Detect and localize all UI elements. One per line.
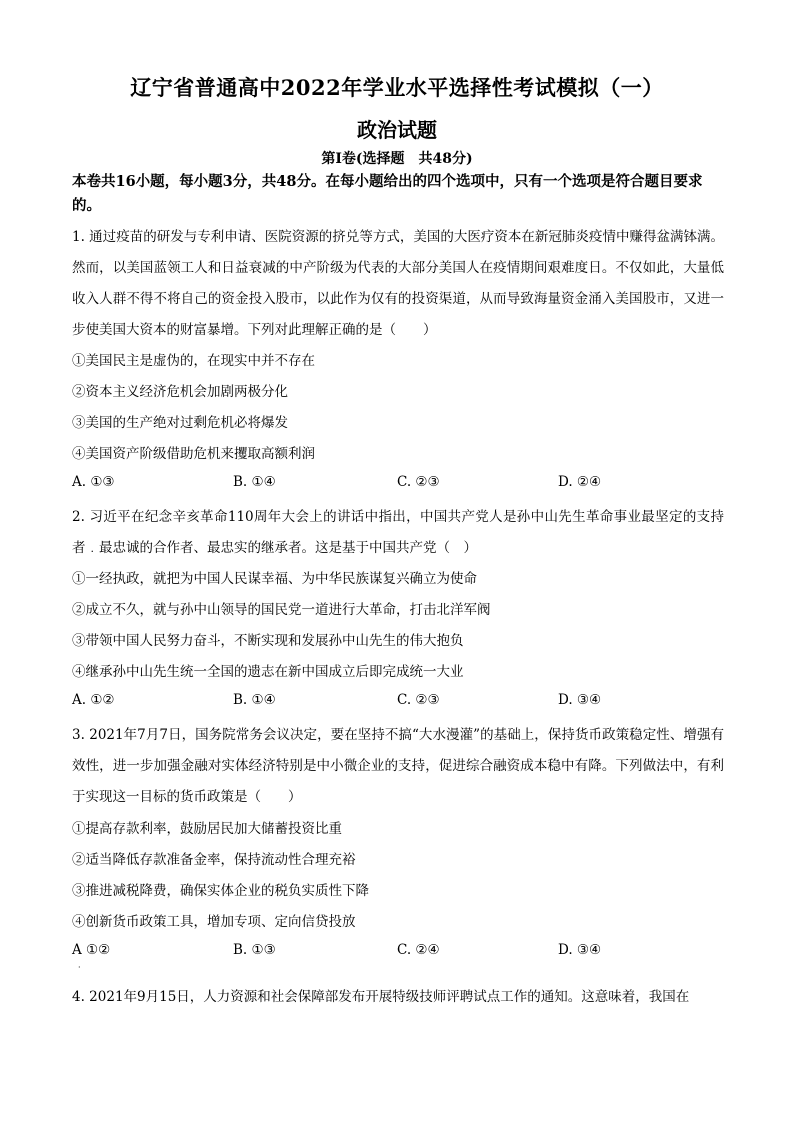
- question-2-statement: ③带领中国人民努力奋斗，不断实现和发展孙中山先生的伟大抱负: [72, 633, 464, 649]
- question-1-statement: ③美国的生产绝对过剩危机必将爆发: [72, 415, 288, 431]
- question-2-statement: ②成立不久，就与孙中山领导的国民党一道进行大革命，打击北洋军阀: [72, 602, 491, 618]
- question-3-statement: ③推进减税降费，确保实体企业的税负实质性下降: [72, 883, 369, 899]
- question-4-stem: 4. 2021年9月15日，人力资源和社会保障部发布开展特级技师评聘试点工作的通知。这意味着，我国在: [72, 989, 690, 1005]
- option-b[interactable]: B. ①④: [233, 692, 276, 708]
- question-3-statement: ②适当降低存款准备金率，保持流动性合理充裕: [72, 852, 356, 868]
- question-3-statement: ①提高存款利率，鼓励居民加大储蓄投资比重: [72, 821, 342, 837]
- question-3-statement: ④创新货币政策工具，增加专项、定向信贷投放: [72, 914, 356, 930]
- option-d[interactable]: D. ③④: [558, 942, 602, 958]
- instructions: 本卷共16小题，每小题3分，共48分。在每小题给出的四个选项中，只有一个选项是符合题目要求的。: [72, 173, 703, 214]
- question-3-options: [72, 942, 724, 962]
- question-1-statement: ②资本主义经济危机会加剧两极分化: [72, 384, 288, 400]
- exam-title: 辽宁省普通高中2022年学业水平选择性考试模拟（一）: [130, 75, 664, 100]
- question-2-stem: 2. 习近平在纪念辛亥革命110周年大会上的讲话中指出，中国共产党人是孙中山先生革命事业最坚定的支持者﹒最忠诚的合作者、最忠实的继承者。这是基于中国共产党（ ）: [72, 509, 724, 556]
- section-heading: 第Ⅰ卷(选择题 共48分): [321, 151, 473, 167]
- option-c[interactable]: C. ②③: [397, 692, 440, 708]
- question-2-statement: ①一经执政，就把为中国人民谋幸福、为中华民族谋复兴确立为使命: [72, 571, 477, 587]
- question-3-stem: 3. 2021年7月7日，国务院常务会议决定，要在坚持不搞“大水漫灌”的基础上，保持货币政策稳定性、增强有效性，进一步加强金融对实体经济特别是中小微企业的支持，促进综合融资成本稳中有降。下列做法中，有利于实现这一目标的货币政策是（ ）: [72, 727, 724, 805]
- question-1-stem: 1. 通过疫苗的研发与专利申请、医院资源的挤兑等方式，美国的大医疗资本在新冠肺炎疫情中赚得盆满钵满。然而，以美国蓝领工人和日益衰减的中产阶级为代表的大部分美国人在疫情期间艰难度日。不仅如此，大量低收入人群不得不将自己的资金投入股市，以此作为仅有的投资渠道，从而导致海量资金涌入美国股市，又进一步使美国大资本的财富暴增。下列对此理解正确的是（ ）: [72, 229, 724, 338]
- option-d[interactable]: D. ③④: [558, 692, 602, 708]
- option-a[interactable]: A. ①②: [72, 692, 115, 708]
- option-c[interactable]: C. ②④: [397, 942, 440, 958]
- question-1-statement: ①美国民主是虚伪的，在现实中并不存在: [72, 353, 315, 369]
- question-1-statement: ④美国资产阶级借助危机来攫取高额利润: [72, 446, 315, 462]
- stray-dot: ·: [78, 963, 81, 972]
- option-a[interactable]: A. ①③: [72, 474, 115, 490]
- option-b[interactable]: B. ①③: [233, 942, 276, 958]
- option-b[interactable]: B. ①④: [233, 474, 276, 490]
- question-1-options: [72, 474, 724, 494]
- option-a[interactable]: A ①②: [72, 942, 111, 958]
- option-d[interactable]: D. ②④: [558, 474, 602, 490]
- question-2-statement: ④继承孙中山先生统一全国的遗志在新中国成立后即完成统一大业: [72, 664, 464, 680]
- subject-title: 政治试题: [357, 118, 437, 142]
- option-c[interactable]: C. ②③: [397, 474, 440, 490]
- question-2-options: [72, 692, 724, 712]
